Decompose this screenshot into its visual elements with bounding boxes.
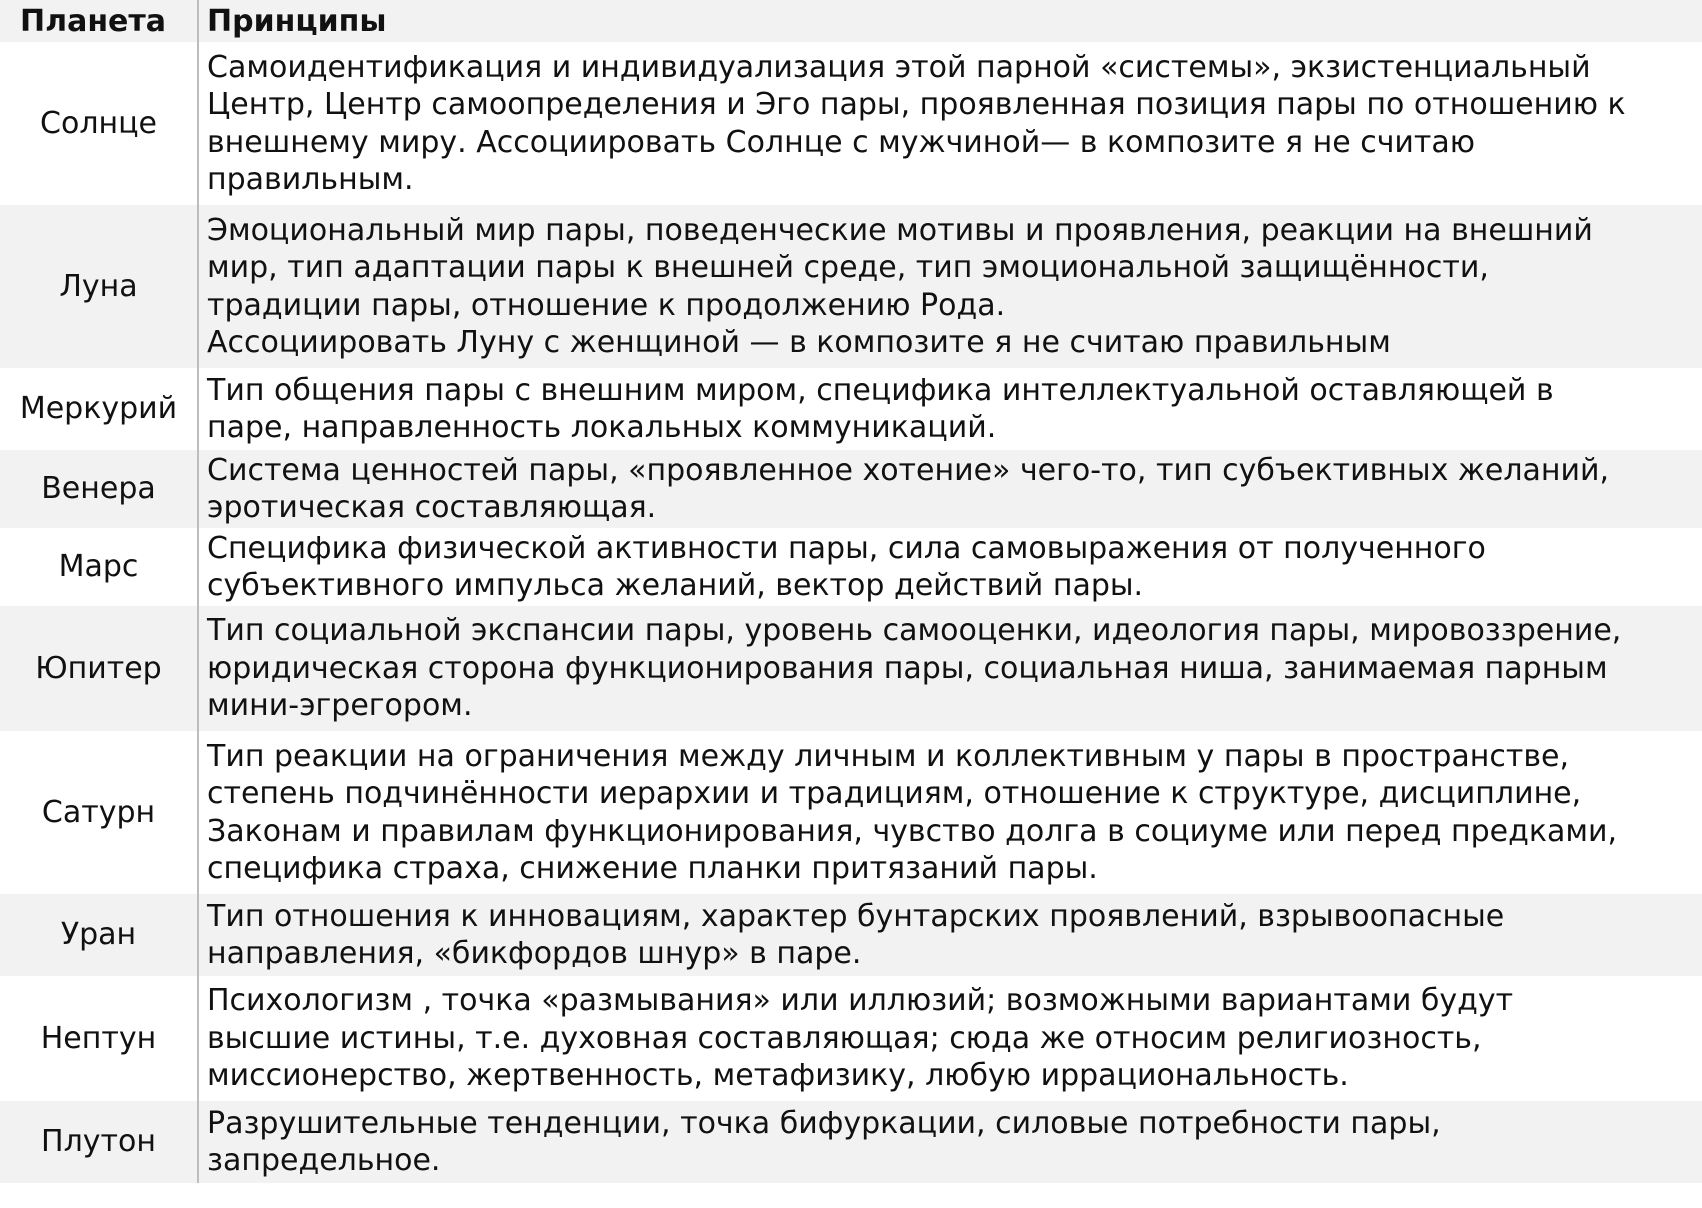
principles-text <box>198 42 1702 205</box>
table-row-pluto <box>0 1101 1702 1183</box>
principles-line: паре, направленность локальных коммуникаций. <box>207 410 997 445</box>
planet-name: Луна <box>0 205 198 368</box>
planet-name: Юпитер <box>0 606 198 731</box>
principles-line: направления, «бикфордов шнур» в паре. <box>207 936 862 971</box>
table-row-uranus <box>0 894 1702 976</box>
planet-name: Плутон <box>0 1101 198 1183</box>
principles-line: внешнему миру. Ассоциировать Солнце с мужчиной— в композите я не считаю <box>207 124 1476 160</box>
planet-name: Меркурий <box>0 368 198 450</box>
header-planet: Планета <box>0 0 198 42</box>
principles-line: Законам и правилам функционирования, чувство долга в социуме или перед предками, <box>207 813 1618 849</box>
principles-text <box>198 976 1702 1101</box>
principles-line: Разрушительные тенденции, точка бифуркации, силовые потребности пары, <box>207 1105 1441 1141</box>
principles-line: Ассоциировать Луну с женщиной — в композите я не считаю правильным <box>207 325 1391 360</box>
table-row-mercury <box>0 368 1702 450</box>
principles-line: Центр, Центр самоопределения и Эго пары, проявленная позиция пары по отношению к <box>207 87 1626 122</box>
table-row-mars <box>0 528 1702 606</box>
table-row-moon <box>0 205 1702 368</box>
table-row-saturn <box>0 731 1702 894</box>
principles-text <box>198 205 1702 368</box>
principles-line: высшие истины, т.е. духовная составляющая; сюда же относим религиозность, <box>207 1020 1482 1056</box>
table-header-row <box>0 0 1702 42</box>
principles-line: Тип общения пары с внешним миром, специфика интеллектуальной оставляющей в <box>207 372 1554 408</box>
principles-text <box>198 894 1702 976</box>
planet-name: Уран <box>0 894 198 976</box>
principles-text <box>198 1101 1702 1183</box>
table-row-jupiter <box>0 606 1702 731</box>
principles-line: Тип реакции на ограничения между личным и коллективным у пары в пространстве, <box>207 738 1569 774</box>
principles-line: Система ценностей пары, «проявленное хотение» чего-то, тип субъективных желаний, <box>207 452 1610 488</box>
principles-text <box>198 368 1702 450</box>
principles-line: Самоидентификация и индивидуализация этой парной «системы», экзистенциальный <box>207 49 1591 85</box>
table-row-venus <box>0 450 1702 528</box>
principles-line: субъективного импульса желаний, вектор действий пары. <box>207 568 1144 603</box>
planet-name: Нептун <box>0 976 198 1101</box>
planet-name: Солнце <box>0 42 198 205</box>
principles-text <box>198 450 1702 528</box>
principles-text <box>198 528 1702 606</box>
principles-line: Эмоциональный мир пары, поведенческие мотивы и проявления, реакции на внешний <box>207 212 1593 248</box>
principles-line: Тип социальной экспансии пары, уровень самооценки, идеология пары, мировоззрение, <box>207 613 1622 649</box>
header-principles: Принципы <box>198 0 1702 42</box>
table-row-sun <box>0 42 1702 205</box>
principles-line: Психологизм , точка «размывания» или иллюзий; возможными вариантами будут <box>207 983 1514 1019</box>
principles-line: Тип отношения к инновациям, характер бунтарских проявлений, взрывоопасные <box>207 898 1505 934</box>
principles-text <box>198 731 1702 894</box>
planet-name: Марс <box>0 528 198 606</box>
planet-name: Сатурн <box>0 731 198 894</box>
principles-line: юридическая сторона функционирования пары, социальная ниша, занимаемая парным <box>207 650 1608 686</box>
principles-line: эротическая составляющая. <box>207 490 657 525</box>
principles-line: мини-эгрегором. <box>207 688 473 724</box>
principles-line: специфика страха, снижение планки притязаний пары. <box>207 851 1098 886</box>
principles-line: запредельное. <box>207 1143 441 1178</box>
principles-line: Специфика физической активности пары, сила самовыражения от полученного <box>207 530 1486 566</box>
principles-line: традиции пары, отношение к продолжению Рода. <box>207 287 1006 323</box>
principles-line: правильным. <box>207 162 414 197</box>
planet-name: Венера <box>0 450 198 528</box>
principles-line: степень подчинённости иерархии и традициям, отношение к структуре, дисциплине, <box>207 776 1582 811</box>
principles-line: мир, тип адаптации пары к внешней среде, тип эмоциональной защищённости, <box>207 250 1489 285</box>
principles-text <box>198 606 1702 731</box>
principles-line: миссионерство, жертвенность, метафизику, любую иррациональность. <box>207 1058 1349 1094</box>
table-row-neptune <box>0 976 1702 1101</box>
